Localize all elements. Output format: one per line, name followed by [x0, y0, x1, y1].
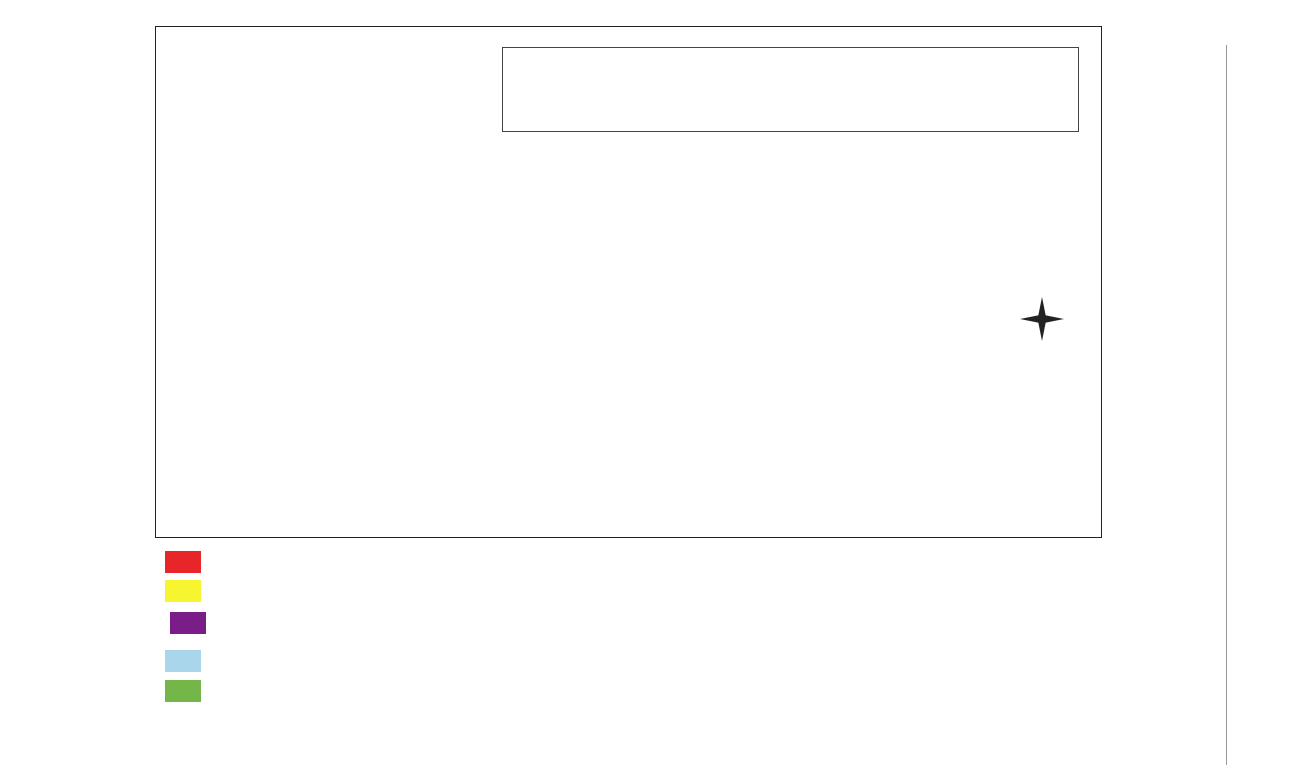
map-title-box	[502, 47, 1079, 132]
district-map	[155, 26, 1102, 538]
legend-swatch-blue	[165, 650, 201, 672]
legend-swatch-green	[165, 680, 201, 702]
legend-swatch-red	[165, 551, 201, 573]
compass-rose-icon	[1012, 289, 1072, 349]
footer-divider	[1226, 45, 1227, 765]
legend-swatch-yellow	[165, 580, 201, 602]
legend-swatch-purple	[170, 612, 206, 634]
